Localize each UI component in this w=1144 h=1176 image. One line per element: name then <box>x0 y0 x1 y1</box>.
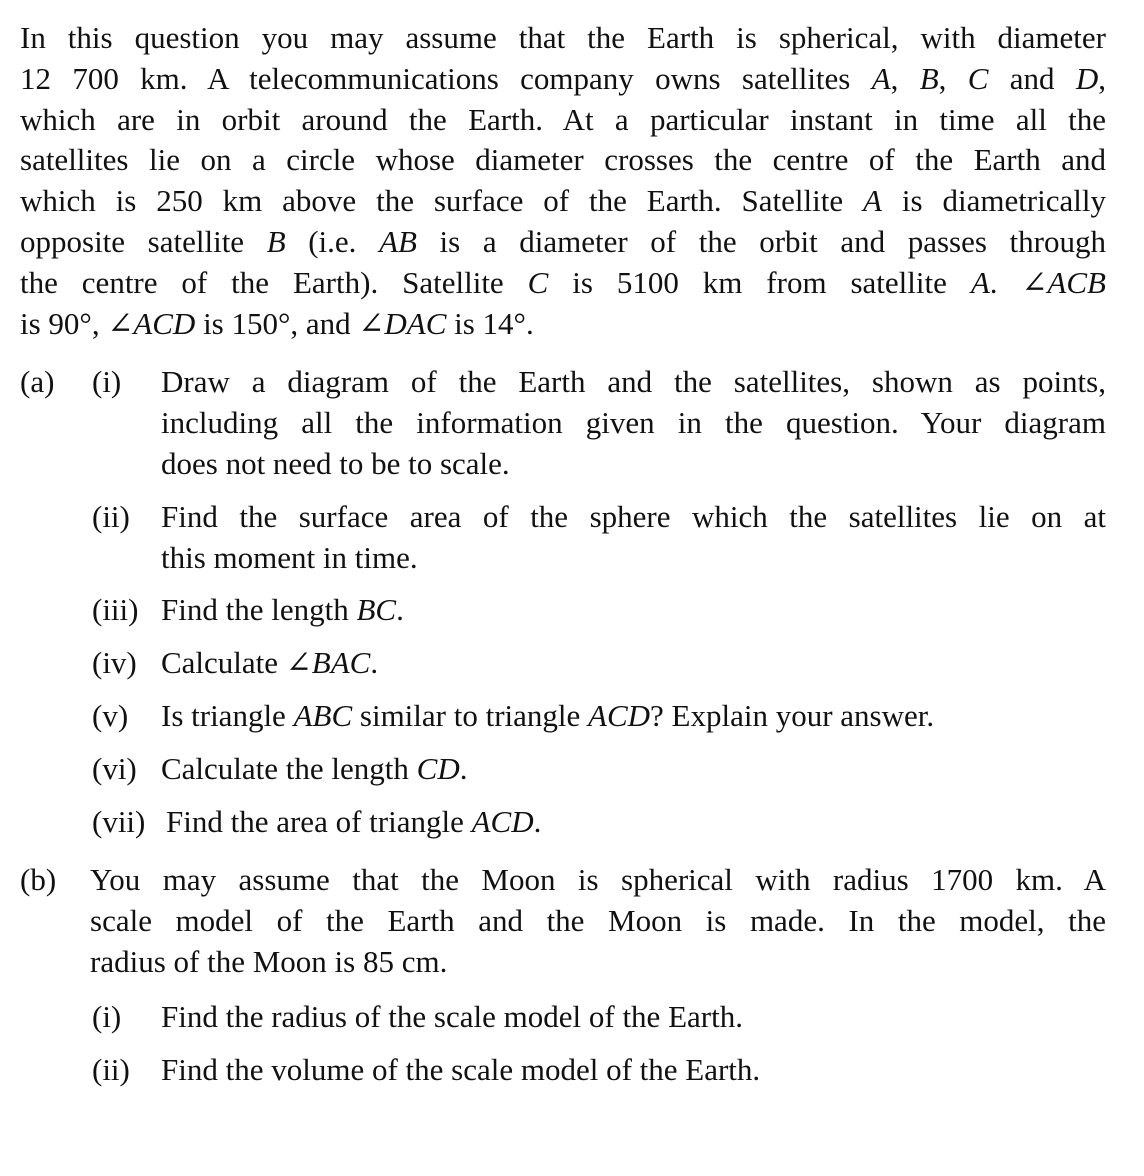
subpart-text: Find the radius of the scale model of the Earth. <box>161 998 743 1034</box>
part-text: You may assume that the Moon is spherical with radius 1700 km. A scale model of the Earth and the Moon is made. In the model, the radius of the Moon is 85 cm. <box>90 862 1106 979</box>
part-a-vi <box>20 749 1106 790</box>
intro-line: is 90°, ∠ACD is 150°, and ∠DAC is 14°. <box>20 305 534 341</box>
part-a-ii <box>20 497 1106 579</box>
part-a-iii <box>20 590 1106 631</box>
subpart-text: Find the volume of the scale model of the Earth. <box>161 1051 761 1087</box>
intro-line: which is 250 km above the surface of the Earth. Satellite A is diametrically <box>20 183 1106 219</box>
intro-line: opposite satellite B (i.e. AB is a diameter of the orbit and passes through <box>20 223 1106 259</box>
subpart-text: Find the surface area of the sphere which the satellites lie on at this moment in time. <box>161 498 1106 575</box>
intro-line: In this question you may assume that the Earth is spherical, with diameter <box>20 20 1106 55</box>
subpart-text: Calculate the length CD. <box>161 750 468 786</box>
question-intro <box>20 18 1106 344</box>
part-a-vii <box>20 802 1106 843</box>
part-b-i <box>20 997 1106 1038</box>
subpart-text: Calculate ∠BAC. <box>161 645 379 681</box>
part-label: (b) <box>20 862 57 898</box>
intro-line: the centre of the Earth). Satellite C is 5100 km from satellite A. ∠ACB <box>20 264 1106 300</box>
subpart-label: (iv) <box>92 645 137 681</box>
intro-line: which are in orbit around the Earth. At a particular instant in time all the <box>20 101 1106 137</box>
part-label: (a) <box>20 364 55 400</box>
subpart-label: (i) <box>92 998 122 1034</box>
subpart-label: (iii) <box>92 592 139 628</box>
part-a-i <box>20 362 1106 484</box>
subpart-text: Find the length BC. <box>161 592 404 628</box>
intro-line: 12 700 km. A telecommunications company owns satellites A, B, C and D, <box>20 60 1107 96</box>
intro-line: satellites lie on a circle whose diameter crosses the centre of the Earth and <box>20 142 1106 178</box>
part-b-ii <box>20 1050 1106 1091</box>
subpart-text: Is triangle ABC similar to triangle ACD? Explain your answer. <box>161 697 935 733</box>
subpart-text: Find the area of triangle ACD. <box>166 803 542 839</box>
part-b <box>20 860 1106 982</box>
subpart-label: (v) <box>92 697 129 733</box>
subpart-label: (i) <box>92 364 122 400</box>
subpart-label: (ii) <box>92 1051 130 1087</box>
part-a-iv <box>20 643 1106 684</box>
subpart-label: (ii) <box>92 498 130 534</box>
subpart-text: Draw a diagram of the Earth and the satellites, shown as points, including all the information given in the question. Your diagram does not need to be to scale. <box>161 364 1106 481</box>
subpart-label: (vi) <box>92 750 137 786</box>
subpart-label: (vii) <box>92 803 146 839</box>
part-a-v <box>20 696 1106 737</box>
